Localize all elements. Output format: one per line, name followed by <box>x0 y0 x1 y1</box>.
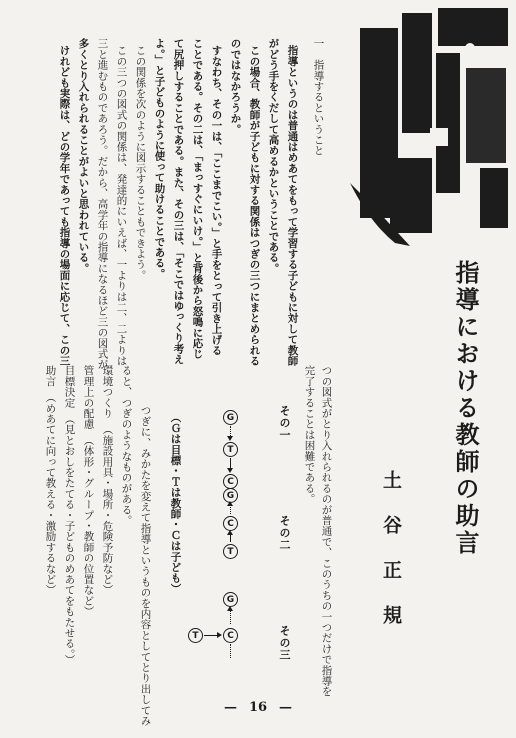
body-column: 環境つくり （施設用具・場所・危険予防など） <box>101 365 114 596</box>
article-title: 指導における教師の助言 <box>451 260 480 557</box>
page-number <box>0 700 516 715</box>
diagram-label-1: その一 <box>278 405 291 441</box>
page-number-dash-left: — <box>223 700 237 715</box>
body-column: すなわち、その一は、「ここまでこい。」と手をとって引き上げる <box>210 45 223 356</box>
body-column: この関係を次のように図示することもできよう。 <box>134 45 147 281</box>
abstract-illustration <box>330 8 516 258</box>
body-column: ると、つぎのようなものがある。 <box>120 365 133 526</box>
body-column: この三つの図式の関係は、発達的にいえば、一よりは二、二よりは <box>115 45 128 366</box>
illustration-block-6 <box>390 158 432 233</box>
illustration-block-7 <box>480 168 508 228</box>
teacher-node: T <box>223 544 238 559</box>
arrow-head <box>227 606 233 611</box>
arrow-head <box>227 468 233 473</box>
body-column: のではなかろうか。 <box>229 38 242 135</box>
goal-node: G <box>223 410 238 425</box>
illustration-block-2 <box>402 13 432 133</box>
diagram-label-2: その二 <box>278 515 291 551</box>
body-column: 目標決定 （見とおしをたてる・子どものめあてをもたせる。） <box>63 365 76 665</box>
child-node: C <box>223 628 238 643</box>
page-number-dash-right: — <box>279 700 293 715</box>
body-column: 助言 （めあてに向って教える・激励するなど） <box>44 365 57 596</box>
child-node: C <box>223 474 238 489</box>
section-heading: 一 指導するということ <box>312 38 325 156</box>
body-column: 完了することは困難である。 <box>303 365 316 505</box>
diagram-legend: （Ｇは目標・Ｔは教師・Ｃは子ども） <box>169 412 182 594</box>
illustration-block-4 <box>436 53 460 193</box>
body-column: 指導というのは普通はめあてをもって学習する子どもに対して教師 <box>286 45 299 366</box>
arrow-head <box>217 632 222 638</box>
body-column: つの図式がとり入れられるのが普通で、このうちの一つだけで指導を <box>320 365 333 697</box>
body-column: よ。」と子どものように使って助けることである。 <box>153 38 166 279</box>
body-column: 管理上の配慮 （体形・グループ・教師の位置など） <box>82 365 95 617</box>
illustration-block-5 <box>466 68 506 163</box>
teacher-node: T <box>188 628 203 643</box>
illustration-square <box>430 128 448 146</box>
arrow-head <box>227 501 233 506</box>
diagram-label-3: その三 <box>278 625 291 661</box>
body-column: て尻押しすることである。また、その三は、「そこではゆっくり考え <box>172 38 185 365</box>
body-column: 多くとり入れられることがよいと思われている。 <box>77 38 90 274</box>
body-column: つぎに、みかたを変えて指導というものを内容としてとり出してみ <box>139 405 152 726</box>
body-column: がどう手をくだして高めるかということである。 <box>267 38 280 274</box>
body-column: けれども実際は、どの学年であっても指導の場面に応じて、この三 <box>58 45 71 366</box>
goal-node: G <box>223 488 238 503</box>
body-column: 三と進むものであろう。だから、高学年の指導になるほど三の図式が <box>96 38 109 370</box>
author-name: 土谷正規 <box>380 470 402 650</box>
illustration-block-3 <box>438 8 508 46</box>
arrow-head <box>227 436 233 441</box>
goal-node: G <box>223 592 238 607</box>
arrow-head <box>227 530 233 535</box>
arrow-line <box>230 644 232 658</box>
child-node: C <box>223 516 238 531</box>
page-number-value: 16 <box>248 700 268 715</box>
teacher-node: T <box>223 442 238 457</box>
illustration-dot <box>465 43 475 53</box>
body-column: この場合、教師が子どもに対する関係はつぎの三つにまとめられる <box>248 45 261 366</box>
arrow-line <box>204 635 218 636</box>
body-column: ことである。その二は、「まっすぐにいけ。」と背後から怒鳴に応じ <box>191 38 204 360</box>
